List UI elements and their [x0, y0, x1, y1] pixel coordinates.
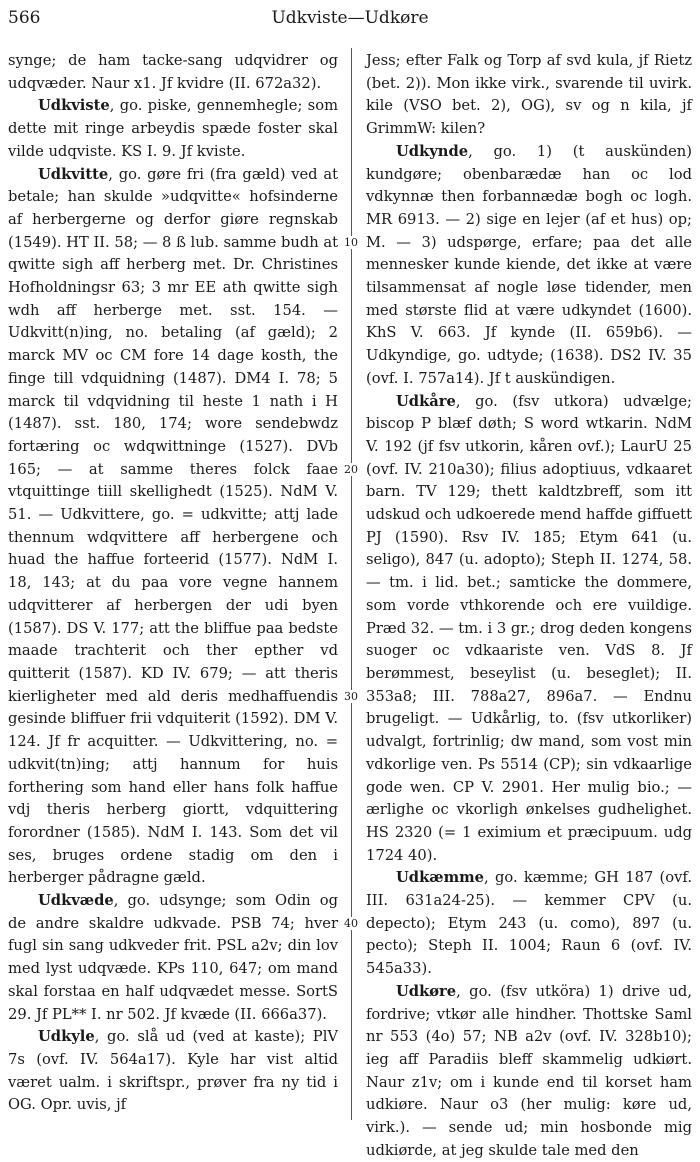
left-column: [8, 50, 338, 1117]
page-header: [8, 6, 692, 34]
entry-paragraph: synge; de ham tacke-sang udqvidrer og udqvæder. Naur x1. Jf kvidre (II. 672a32).: [8, 52, 338, 92]
column-divider: [351, 48, 352, 1120]
entry-udkaare: Udkåre, go. (fsv utkora) udvælge; biscop P blæf døth; S word wtkarin. NdM V. 192 (jf fsv utkorin, kåren ovf.); LaurU 25 (ovf. IV. 210a30); filius adoptiuus, vdkaaret barn. TV 129; thett kaldtzbreff, som itt udskud och udkoerede mend haffde giffuett PJ (1590). Rsv IV. 185; Etym 641 (u. seligo), 847 (u. adopto); Steph II. 1274, 58. — tm. i lid. bet.; samticke the dommere, som vorde vthkorende och ere vuildige. Præd 32. — tm. i 3 gr.; drog deden kongens suoger oc vdkaariste ven. VdS 8. Jf berømmest, beseylist (u. beseglet); II. 353a8; III. 788a27, 896a7. — Endnu brugeligt. — Udkårlig, to. (fsv utkorliker) udvalgt, fortrinlig; dw mand, som vost min vdkorlige ven. Ps 5514 (CP); sin vdkaarlige gode wen. CP V. 2901. Her mulig bio.; — ærlighe oc vkorligh ønkelses gudhelighet. HS 2320 (= 1 eximium et præcipuum. udg 1724 40).: [366, 392, 692, 864]
page-number: 566: [8, 8, 41, 28]
entry-udkvitte: Udkvitte, go. gøre fri (fra gæld) ved at betale; han skulde »udqvitte« hofsinderne af herbergerne og derfor giøre regnskab (1549). HT II. 58; — 8 ß lub. samme budh at qwitte sigh aff herberg met. Dr. Christines Hofholdningsr 63; 3 mr EE ath qwitte sigh wdh aff herberge met. sst. 154. — Udkvitt(n)ing, no. betaling (af gæld); 2 marck MV oc CM fore 14 dage kosth, the finge till vdquidning (1487). DM4 I. 78; 5 marck til vdqvidning til heste 1 nath i H (1487). sst. 180, 174; wore sendebwdz fortæring oc wdqwittninge (1527). DVb 165; — at samme theres folck faae vtquittinge tiill skellighedt (1525). NdM V. 51. — Udkvittere, go. = udkvitte; attj lade thennum wdqvittere aff herbergene och huad the haffue forteerid (1577). NdM I. 18, 143; at du paa vore vegne hannem udqvitterer af herbergen der udi byen (1587). DS V. 177; att the bliffue paa bedste maade trachterit och ther epther vd quitterit (1587). KD IV. 679; — att theris kierligheter med ald deris medhaffuendis gesinde bliffuer frii vdquiterit (1592). DM V. 124. Jf fr acquitter. — Udkvittering, no. = udkvit(tn)ing; attj hannum for huis forthering som hand eller hans folk haffue vdj theris herberg giortt, vdquittering forordner (1585). NdM I. 143. Som det vil ses, bruges ordene stadig om den i herberger pådragne gæld.: [8, 165, 339, 887]
line-number: 40: [344, 917, 358, 930]
entry-paragraph: Jess; efter Falk og Torp af svd kula, jf Rietz (bet. 2)). Mon ikke virk., svarende til uvirk. kile (VSO bet. 2), OG), sv og n kila, jf GrimmW: kilen?: [366, 52, 692, 138]
headword: Udkvæde: [38, 892, 114, 910]
entry-udkyle: Udkyle, go. slå ud (ved at kaste); PlV 7s (ovf. IV. 564a17). Kyle har vist altid været ualm. i skriftspr., prøver fra ny tid i OG. Opr. uvis, jf: [8, 1028, 338, 1114]
headword: Udkvitte: [38, 165, 109, 183]
entry-udkvaede: Udkvæde, go. udsynge; som Odin og de andre skaldre udkvade. PSB 74; hver fugl sin sang udkveder frit. PSL a2v; din lov med lyst udqvæde. KPs 110, 647; om mand skal forstaa en half udqvædet messe. SortS 29. Jf PL** I. nr 502. Jf kvæde (II. 666a37).: [8, 892, 338, 1023]
headword: Udkviste: [38, 97, 110, 115]
headword: Udkæmme: [396, 869, 485, 887]
entry-udkoere: Udkøre, go. (fsv utköra) 1) drive ud, fordrive; vtkør alle hindher. Thottske Saml nr 553 (4o) 57; NB a2v (ovf. IV. 328b10); ieg aff Paradiis bleff skammelig udkiørt. Naur z1v; om i kunde end til korset ham udkiøre. Naur o3 (her mulig: køre ud, virk.). — sende ud; min hosbonde mig udkiørde, at jeg skulde tale med den: [366, 982, 692, 1159]
headword: Udkøre: [396, 982, 457, 1000]
headword: Udkyle: [38, 1028, 95, 1046]
right-column: [366, 50, 692, 1162]
entry-udkynde: Udkynde, go. 1) (t auskünden) kundgøre; obenbarædæ han oc lod vdkynnæ then forbannædæ bogh oc logh. MR 6913. — 2) sige en lejer (af et hus) op; M. — 3) udspørge, erfare; paa det alle mennesker kunde kiende, det ikke at være tilsammensat af nogle løse tidender, men med største flid at være udkyndet (1600). KhS V. 663. Jf kynde (II. 659b6). — Udkyndige, go. udtyde; (1638). DS2 IV. 35 (ovf. I. 757a14). Jf t auskündigen.: [366, 142, 692, 387]
entry-udkaemme: Udkæmme, go. kæmme; GH 187 (ovf. III. 631a24-25). — kemmer CPV (u. depecto); Etym 243 (u. como), 897 (u. pecto); Steph II. 1004; Raun 6 (ovf. IV. 545a33).: [366, 869, 692, 978]
headword: Udkåre: [396, 392, 456, 410]
entry-udkviste: Udkviste, go. piske, gennemhegle; som dette mit ringe arbeydis spæde foster skal vilde udqviste. KS I. 9. Jf kviste.: [8, 97, 338, 160]
running-title: Udkviste—Udkøre: [271, 8, 429, 28]
line-number: 30: [344, 690, 358, 703]
line-number: 20: [344, 463, 358, 476]
headword: Udkynde: [396, 142, 469, 160]
line-number: 10: [344, 236, 358, 249]
